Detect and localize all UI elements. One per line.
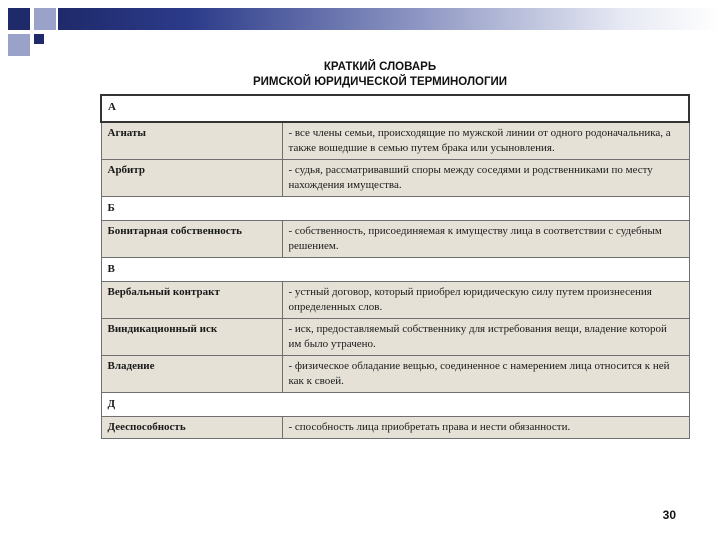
- header-gradient-bar: [58, 8, 720, 30]
- definition-cell: - иск, предоставляемый собственнику для истребования вещи, владение которой им было утрачено.: [282, 319, 689, 356]
- section-row: [101, 197, 689, 221]
- term-cell: Владение: [101, 356, 282, 393]
- section-letter: Б: [101, 197, 689, 221]
- term-cell: Виндикационный иск: [101, 319, 282, 356]
- table-row: [101, 221, 689, 258]
- table-row: [101, 417, 689, 439]
- title-line-1: КРАТКИЙ СЛОВАРЬ: [323, 61, 437, 73]
- page-title: [0, 60, 720, 90]
- table-row: [101, 319, 689, 356]
- definition-cell: - все члены семьи, происходящие по мужской линии от одного родоначальника, а также вошедшие в семью путем брака или усыновления.: [282, 122, 689, 160]
- definition-cell: - устный договор, который приобрел юридическую силу путем произнесения определенных слов.: [282, 282, 689, 319]
- term-cell: Бонитарная собственность: [101, 221, 282, 258]
- definition-cell: - судья, рассматривавший споры между соседями и родственниками по месту нахождения имущества.: [282, 160, 689, 197]
- term-cell: Арбитр: [101, 160, 282, 197]
- page-number: 30: [662, 508, 676, 522]
- section-letter: Д: [101, 393, 689, 417]
- section-letter: А: [101, 95, 689, 122]
- title-line-2: РИМСКОЙ ЮРИДИЧЕСКОЙ ТЕРМИНОЛОГИИ: [252, 76, 508, 88]
- term-cell: Дееспособность: [101, 417, 282, 439]
- definition-cell: - физическое обладание вещью, соединенное с намерением лица относится к ней как к своей.: [282, 356, 689, 393]
- section-row: [101, 393, 689, 417]
- term-cell: Агнаты: [101, 122, 282, 160]
- dictionary-table: [100, 94, 690, 439]
- section-row: [101, 95, 689, 122]
- section-row: [101, 258, 689, 282]
- table-row: [101, 122, 689, 160]
- definition-cell: - собственность, присоединяемая к имуществу лица в соответствии с судебным решением.: [282, 221, 689, 258]
- table-row: [101, 282, 689, 319]
- section-letter: В: [101, 258, 689, 282]
- table-row: [101, 160, 689, 197]
- definition-cell: - способность лица приобретать права и нести обязанности.: [282, 417, 689, 439]
- term-cell: Вербальный контракт: [101, 282, 282, 319]
- table-row: [101, 356, 689, 393]
